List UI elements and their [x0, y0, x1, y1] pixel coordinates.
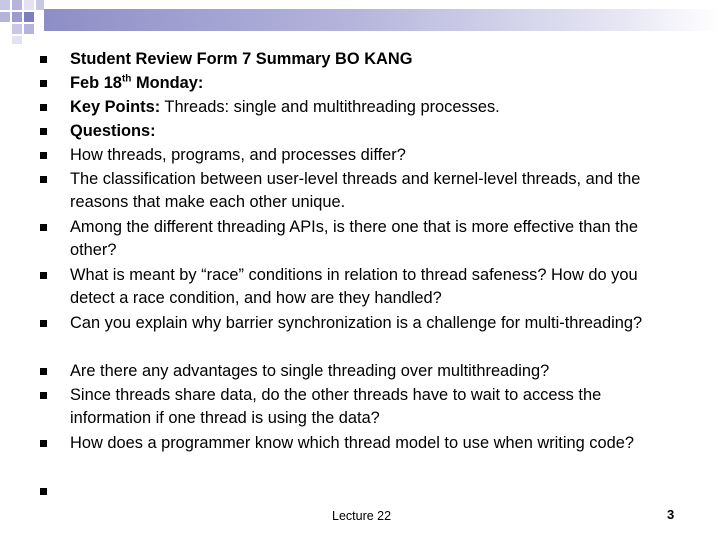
square-bullet-icon [40, 368, 47, 375]
list-item [0, 48, 720, 72]
question-text: How threads, programs, and processes differ? [70, 146, 406, 164]
question-text: Since threads share data, do the other threads have to wait to access the information if one thread is using the data? [70, 386, 602, 428]
list-item [0, 168, 720, 216]
square-bullet-icon [40, 224, 47, 231]
question-text: Among the different threading APIs, is there one that is more effective than the other? [70, 218, 638, 260]
question-text: Are there any advantages to single threading over multithreading? [70, 362, 550, 380]
list-item [0, 72, 720, 96]
question-text: How does a programmer know which thread model to use when writing code? [70, 434, 634, 452]
square-bullet-icon [40, 440, 47, 447]
slide-title: Student Review Form 7 Summary BO KANG [70, 50, 413, 68]
slide-content [0, 48, 720, 504]
list-item [0, 312, 720, 360]
list-item [0, 264, 720, 312]
footer-lecture-label: Lecture 22 [332, 509, 392, 523]
square-bullet-icon [40, 320, 47, 327]
header-gradient-bar [44, 9, 720, 31]
square-bullet-icon [40, 272, 47, 279]
square-bullet-icon [40, 56, 47, 63]
list-item [0, 144, 720, 168]
square-bullet-icon [40, 80, 47, 87]
question-text: What is meant by “race” conditions in relation to thread safeness? How do you detect a race condition, and how are they handled? [70, 266, 638, 308]
square-bullet-icon [40, 176, 47, 183]
list-item [0, 96, 720, 120]
square-bullet-icon [40, 128, 47, 135]
key-points-line: Key Points: Threads: single and multithreading processes. [70, 98, 500, 116]
list-item [0, 432, 720, 480]
list-item [0, 216, 720, 264]
list-item [0, 360, 720, 384]
square-bullet-icon [40, 392, 47, 399]
square-bullet-icon [40, 488, 47, 495]
date-line: Feb 18th Monday: [70, 73, 204, 92]
questions-heading: Questions: [70, 122, 156, 140]
list-item [0, 384, 720, 432]
list-item [0, 120, 720, 144]
list-item-empty [0, 480, 720, 504]
square-bullet-icon [40, 104, 47, 111]
square-bullet-icon [40, 152, 47, 159]
page-number: 3 [667, 507, 675, 522]
question-text: Can you explain why barrier synchronization is a challenge for multi-threading? [70, 314, 643, 332]
question-text: The classification between user-level threads and kernel-level threads, and the reasons that make each other unique. [70, 170, 641, 212]
